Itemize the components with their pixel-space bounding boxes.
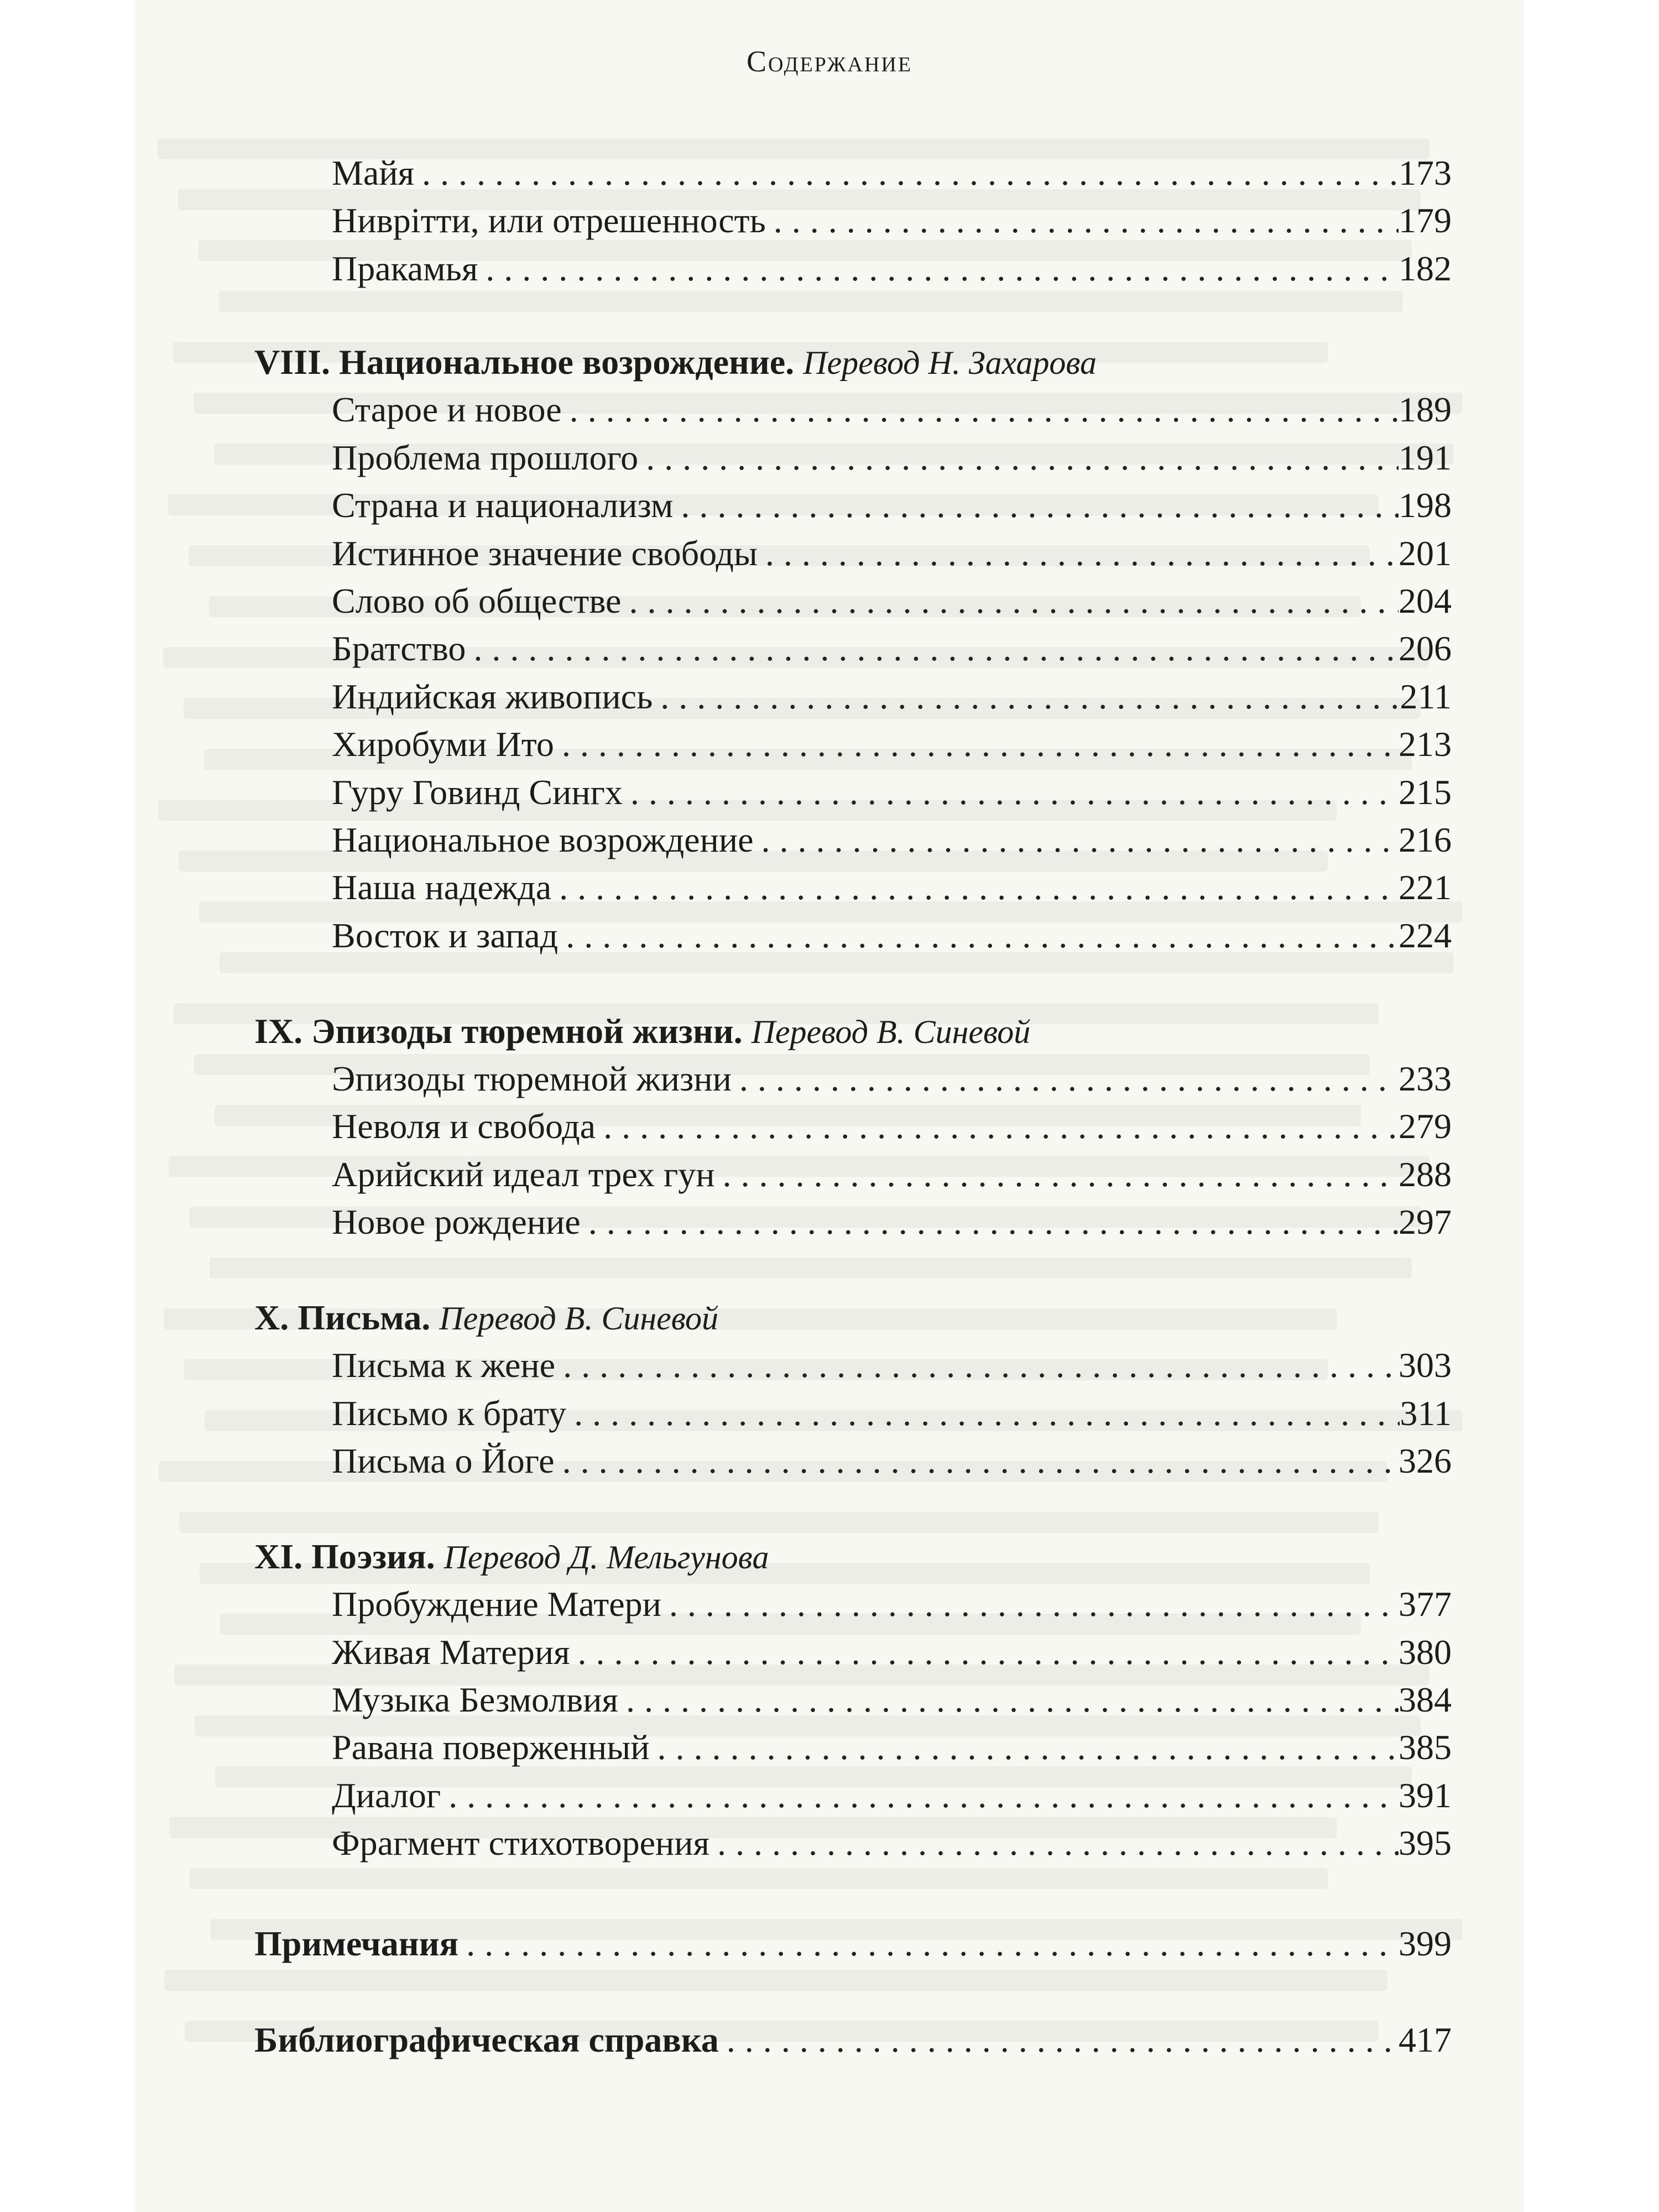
toc-entry <box>332 1437 1452 1485</box>
toc-entry <box>332 149 1452 197</box>
toc-entry-title: Библиографическая справка <box>254 2020 719 2059</box>
toc-entry-title: Диалог <box>332 1776 441 1815</box>
toc-entry-title: Истинное значение свободы <box>332 534 758 573</box>
leader-dots <box>554 721 1399 768</box>
section-title: IX. Эпизоды тюремной жизни. <box>254 1011 743 1051</box>
toc-entry <box>332 1390 1452 1437</box>
book-page <box>135 0 1524 2212</box>
toc-entry-title: Пракамья <box>332 249 478 288</box>
toc-entry-title: Арийский идеал трех гун <box>332 1155 715 1194</box>
toc-entry-title: Наша надежда <box>332 868 552 907</box>
toc-entry-title: Новое рождение <box>332 1202 581 1241</box>
toc-entry <box>332 434 1452 482</box>
bleed-through-line <box>210 1258 1412 1279</box>
toc-entry <box>332 530 1452 577</box>
toc-entry-page: 189 <box>1399 390 1452 429</box>
toc-entry-page: 224 <box>1399 916 1452 955</box>
leader-dots <box>753 816 1399 864</box>
toc-entry-page: 204 <box>1399 581 1452 620</box>
leader-dots <box>596 1103 1399 1150</box>
toc-entry <box>332 1580 1452 1628</box>
section-title: XI. Поэзия. <box>254 1537 435 1576</box>
toc-entry-page: 384 <box>1399 1680 1452 1719</box>
leader-dots <box>719 2016 1399 2064</box>
toc-entry-title: Индийская живопись <box>332 677 653 716</box>
toc-entry-page: 326 <box>1399 1441 1452 1480</box>
bleed-through-line <box>219 291 1403 312</box>
toc-entry-page: 288 <box>1399 1155 1452 1194</box>
toc-entry <box>332 482 1452 529</box>
toc-entry-title: Проблема прошлого <box>332 438 639 477</box>
leader-dots <box>555 1342 1399 1389</box>
leader-dots <box>623 769 1399 816</box>
toc-entry-title: Старое и новое <box>332 390 562 429</box>
leader-dots <box>732 1055 1399 1103</box>
leader-dots <box>478 245 1399 293</box>
toc-entry-page: 221 <box>1399 868 1452 907</box>
toc-entry-page: 380 <box>1399 1632 1452 1672</box>
toc-entry <box>332 769 1452 816</box>
toc-entry-title: Пробуждение Матери <box>332 1584 661 1624</box>
leader-dots <box>562 386 1399 434</box>
toc-section-heading <box>254 1008 1452 1055</box>
leader-dots <box>758 530 1399 577</box>
toc-entry <box>332 197 1452 244</box>
toc-entry-page: 391 <box>1399 1776 1452 1815</box>
toc-entry <box>332 1772 1452 1819</box>
bleed-through-line <box>179 1512 1379 1533</box>
toc-entry <box>332 1342 1452 1389</box>
toc-entry-page: 173 <box>1399 153 1452 192</box>
leader-dots <box>618 1676 1399 1724</box>
toc-entry <box>332 864 1452 911</box>
leader-dots <box>581 1198 1399 1246</box>
toc-entry-page: 279 <box>1399 1107 1452 1146</box>
toc-entry <box>332 1151 1452 1198</box>
toc-entry-title: Слово об обществе <box>332 581 622 620</box>
toc-entry-page: 297 <box>1399 1202 1452 1241</box>
toc-entry-page: 198 <box>1399 486 1452 525</box>
toc-entry <box>332 1198 1452 1246</box>
toc-entry-page: 206 <box>1399 629 1452 668</box>
leader-dots <box>621 577 1399 625</box>
toc-entry-page: 417 <box>1399 2020 1452 2059</box>
toc-entry <box>332 721 1452 768</box>
leader-dots <box>570 1629 1399 1676</box>
toc-entry <box>332 912 1452 959</box>
page-running-title: Содержание <box>746 45 913 78</box>
section-translator: Перевод Д. Мельгунова <box>444 1539 769 1575</box>
toc-entry-page: 377 <box>1399 1584 1452 1624</box>
toc-entry <box>332 1819 1452 1867</box>
toc-entry <box>332 816 1452 864</box>
toc-entry <box>332 625 1452 672</box>
toc-section-heading <box>254 1294 1452 1342</box>
toc-entry-title: Письма к жене <box>332 1345 556 1385</box>
toc-entry-title: Гуру Говинд Сингх <box>332 773 623 812</box>
toc-entry <box>332 673 1452 721</box>
toc-entry <box>332 1629 1452 1676</box>
toc-entry-page: 216 <box>1399 820 1452 859</box>
toc-entry <box>332 245 1452 293</box>
leader-dots <box>714 1151 1399 1198</box>
section-translator: Перевод В. Синевой <box>751 1014 1031 1050</box>
toc-entry-title: Ниврітти, или отрешенность <box>332 201 766 240</box>
leader-dots <box>466 625 1399 672</box>
toc-entry-title: Фрагмент стихотворения <box>332 1823 709 1863</box>
bleed-through-line <box>164 1970 1387 1991</box>
toc-section-heading <box>254 338 1452 386</box>
toc-entry-page: 182 <box>1399 249 1452 288</box>
section-translator: Перевод Н. Захарова <box>803 345 1097 381</box>
toc-entry-page: 385 <box>1399 1728 1452 1767</box>
toc-entry-title: Письмо к брату <box>332 1394 567 1433</box>
leader-dots <box>766 197 1399 244</box>
toc-entry-title: Эпизоды тюремной жизни <box>332 1059 732 1098</box>
toc-entry-page: 211 <box>1400 677 1452 716</box>
toc-entry-page: 311 <box>1400 1394 1452 1433</box>
toc-entry-page: 215 <box>1399 773 1452 812</box>
leader-dots <box>555 1437 1399 1485</box>
toc-entry-title: Братство <box>332 629 466 668</box>
toc-entry-title: Майя <box>332 153 414 192</box>
toc-entry-title: Национальное возрождение <box>332 820 754 859</box>
section-title: X. Письма. <box>254 1298 431 1337</box>
toc-section-heading <box>254 1533 1452 1580</box>
leader-dots <box>458 1920 1399 1968</box>
leader-dots <box>558 912 1399 959</box>
toc-entry <box>332 1103 1452 1150</box>
toc-entry-page: 201 <box>1399 534 1452 573</box>
toc-entry-page: 179 <box>1399 201 1452 240</box>
toc-entry-title: Неволя и свобода <box>332 1107 596 1146</box>
leader-dots <box>661 1580 1399 1628</box>
toc-entry-title: Живая Материя <box>332 1632 570 1672</box>
toc-entry <box>332 386 1452 434</box>
toc-entry-title: Страна и национализм <box>332 486 674 525</box>
leader-dots <box>638 434 1399 482</box>
leader-dots <box>649 1724 1399 1771</box>
leader-dots <box>709 1819 1399 1867</box>
leader-dots <box>414 149 1399 197</box>
toc-entry-page: 191 <box>1399 438 1452 477</box>
toc-entry-title: Восток и запад <box>332 916 559 955</box>
toc-entry-page: 303 <box>1399 1345 1452 1385</box>
toc-entry <box>332 577 1452 625</box>
leader-dots <box>566 1390 1400 1437</box>
toc-entry-title: Письма о Йоге <box>332 1441 555 1480</box>
toc-entry-title: Примечания <box>254 1924 459 1963</box>
toc-entry-page: 213 <box>1399 724 1452 764</box>
leader-dots <box>673 482 1399 529</box>
toc-entry-title: Музыка Безмолвия <box>332 1680 618 1719</box>
toc-entry-page: 395 <box>1399 1823 1452 1863</box>
leader-dots <box>441 1772 1399 1819</box>
toc-entry <box>332 1724 1452 1771</box>
leader-dots <box>653 673 1400 721</box>
toc-entry-notes <box>254 1920 1452 1968</box>
toc-entry-title: Хиробуми Ито <box>332 724 554 764</box>
toc-entry-page: 233 <box>1399 1059 1452 1098</box>
section-title: VIII. Национальное возрождение. <box>254 342 795 382</box>
toc-entry-bibliography <box>254 2016 1452 2064</box>
bleed-through-line <box>190 1868 1328 1889</box>
toc-entry-page: 399 <box>1399 1924 1452 1963</box>
leader-dots <box>551 864 1399 911</box>
toc-entry <box>332 1055 1452 1103</box>
section-translator: Перевод В. Синевой <box>439 1300 719 1337</box>
toc-entry <box>332 1676 1452 1724</box>
toc-entry-title: Равана поверженный <box>332 1728 650 1767</box>
